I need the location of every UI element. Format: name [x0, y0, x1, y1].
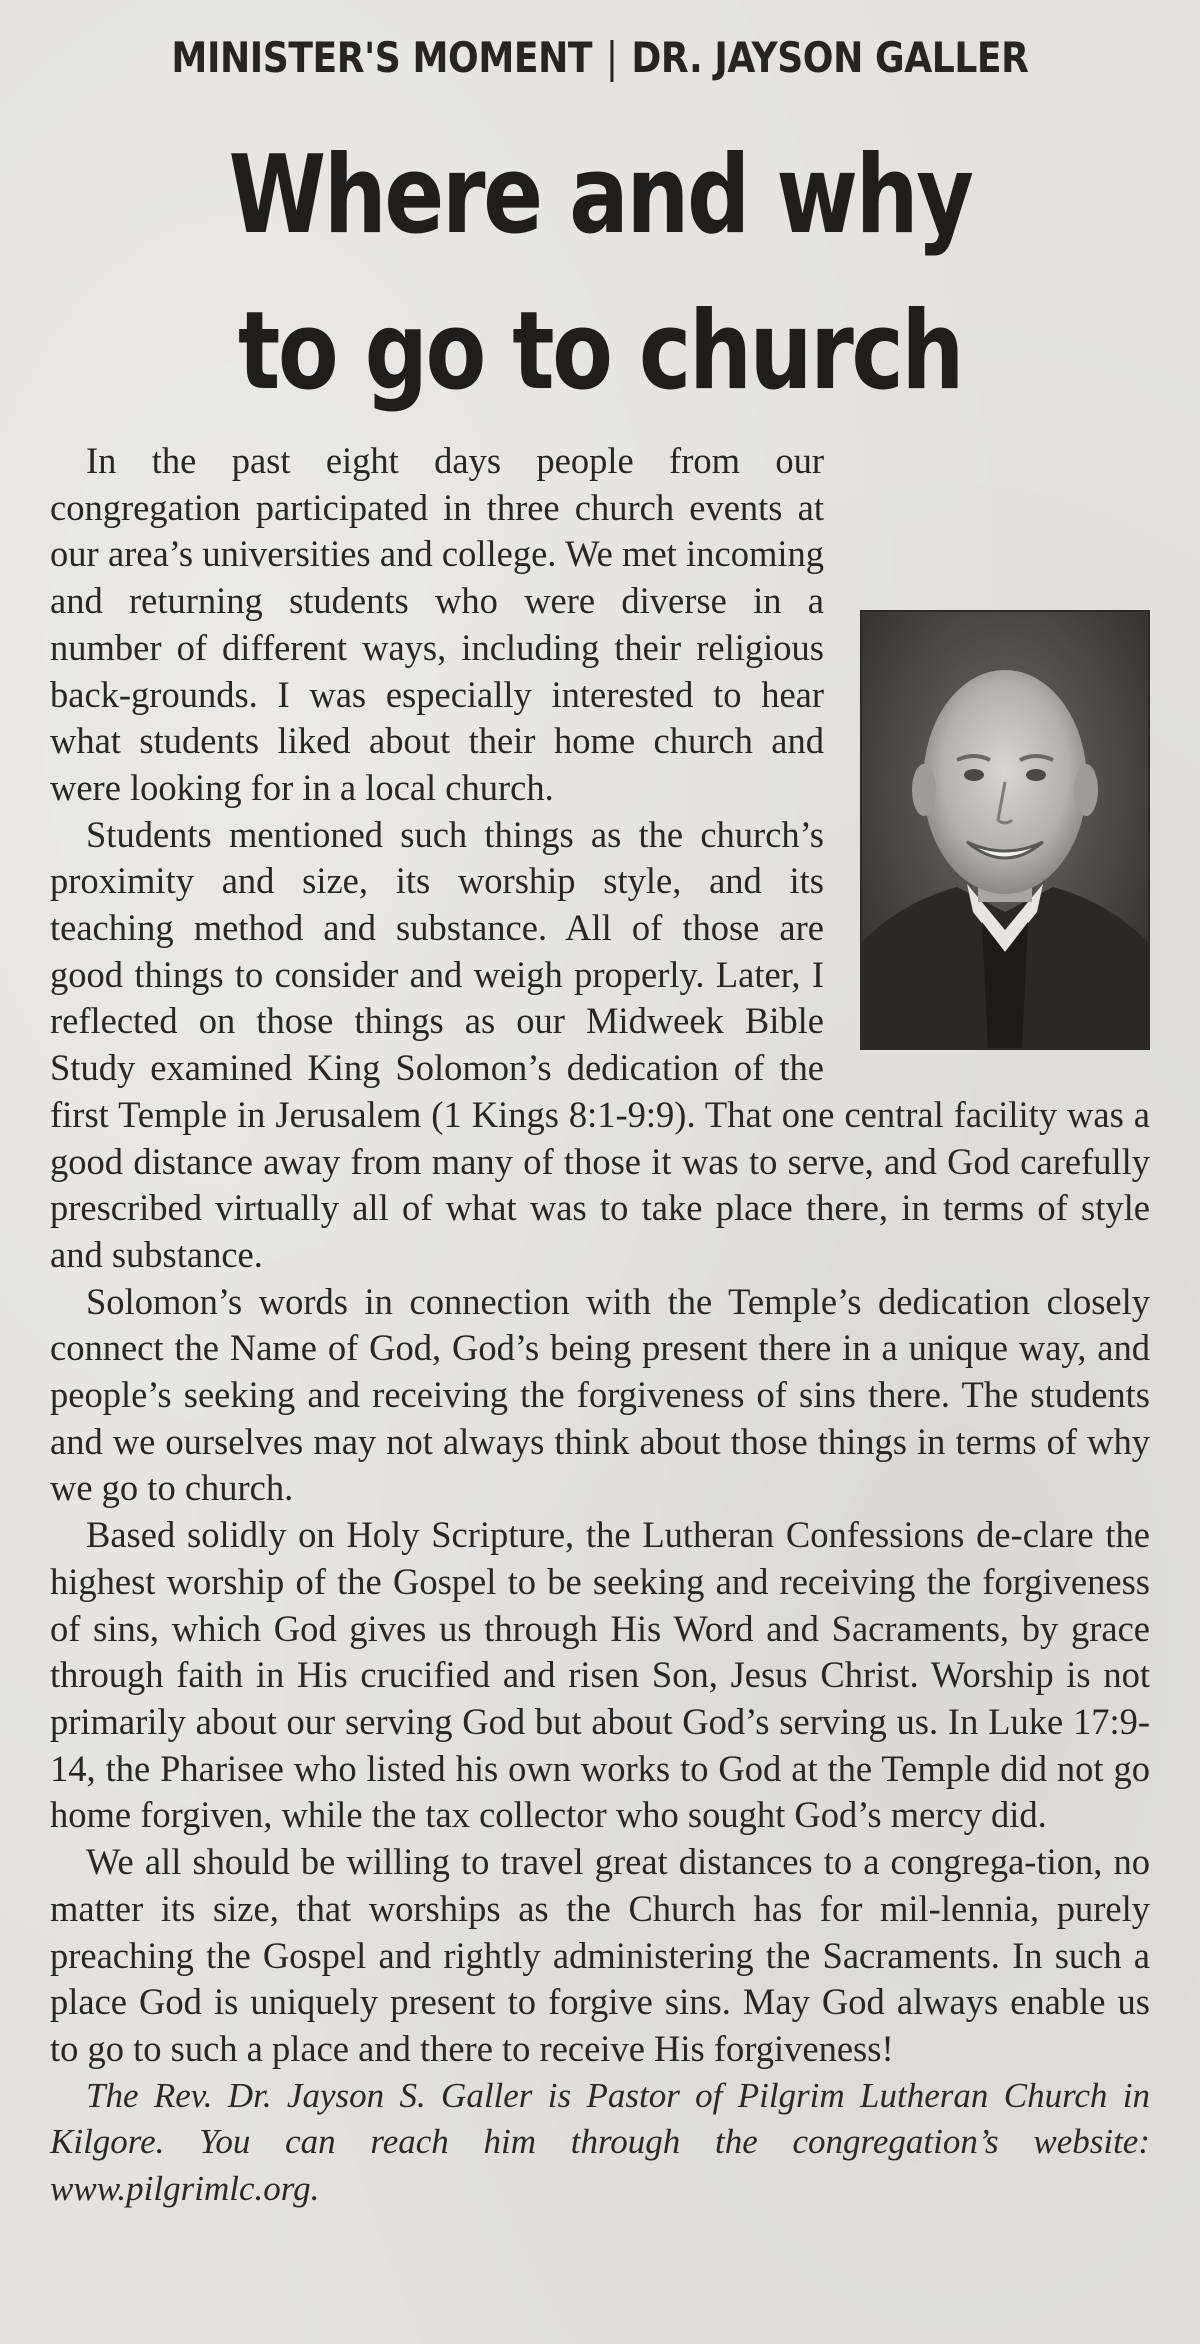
- headline: [108, 118, 1092, 430]
- article-paragraph-3: Solomon’s words in connection with the Temple’s dedication closely connect the Name of God, God’s being present there in a unique way, and people’s seeking and receiving the forgiveness of sins there. The students and we ourselves may not always think about those things in terms of why we go to church.: [50, 1280, 1150, 1509]
- column-section-label: MINISTER'S MOMENT: [171, 33, 593, 82]
- article-paragraph-1: In the past eight days people from our congregation participated in three church events at our area’s universities and college. We met incoming and returning students who were diverse in a number of different ways, including their religious back-grounds. I was especially interested to hear what students liked about their home church and were looking for in a local church.: [50, 440, 824, 808]
- headline-line-1: Where and why: [228, 133, 972, 258]
- author-photo: [860, 610, 1150, 1050]
- article-paragraph-2: Students mentioned such things as the church’s proximity and size, its worship style, and its teaching method and substance. All of those are good things to consider and weigh properly. Later, I reflected on those things as our Midweek Bible Study examined King Solomon’s dedication of the first Temple in Jerusalem (1 Kings 8:1-9:9). That one central facility was a good distance away from many of those it was to serve, and God carefully prescribed virtually all of what was to take place there, in terms of style and substance.: [50, 813, 1150, 1275]
- column-author-label: DR. JAYSON GALLER: [631, 33, 1029, 82]
- header-separator: |: [605, 33, 618, 82]
- author-portrait-image: [862, 612, 1148, 1048]
- author-byline: The Rev. Dr. Jayson S. Galler is Pastor of Pilgrim Lutheran Church in Kilgore. You can reach him through the congregation’s website: www.pilgrimlc.org.: [50, 2075, 1150, 2209]
- article-paragraph-4: Based solidly on Holy Scripture, the Lutheran Confessions de-clare the highest worship of the Gospel to be seeking and receiving the forgiveness of sins, which God gives us through His Word and Sacraments, by grace through faith in His crucified and risen Son, Jesus Christ. Worship is not primarily about our serving God but about God’s serving us. In Luke 17:9-14, the Pharisee who listed his own works to God at the Temple did not go home forgiven, while the tax collector who sought God’s mercy did.: [50, 1514, 1150, 1836]
- headline-line-2: to go to church: [237, 289, 962, 414]
- column-header: [84, 28, 1116, 88]
- article-body: [50, 438, 1150, 2213]
- article-paragraph-5: We all should be willing to travel great distances to a congrega-tion, no matter its size, that worships as the Church has for mil-lennia, purely preaching the Gospel and rightly administering the Sacraments. In such a place God is uniquely present to forgive sins. May God always enable us to go to such a place and there to receive His forgiveness!: [50, 1841, 1150, 2069]
